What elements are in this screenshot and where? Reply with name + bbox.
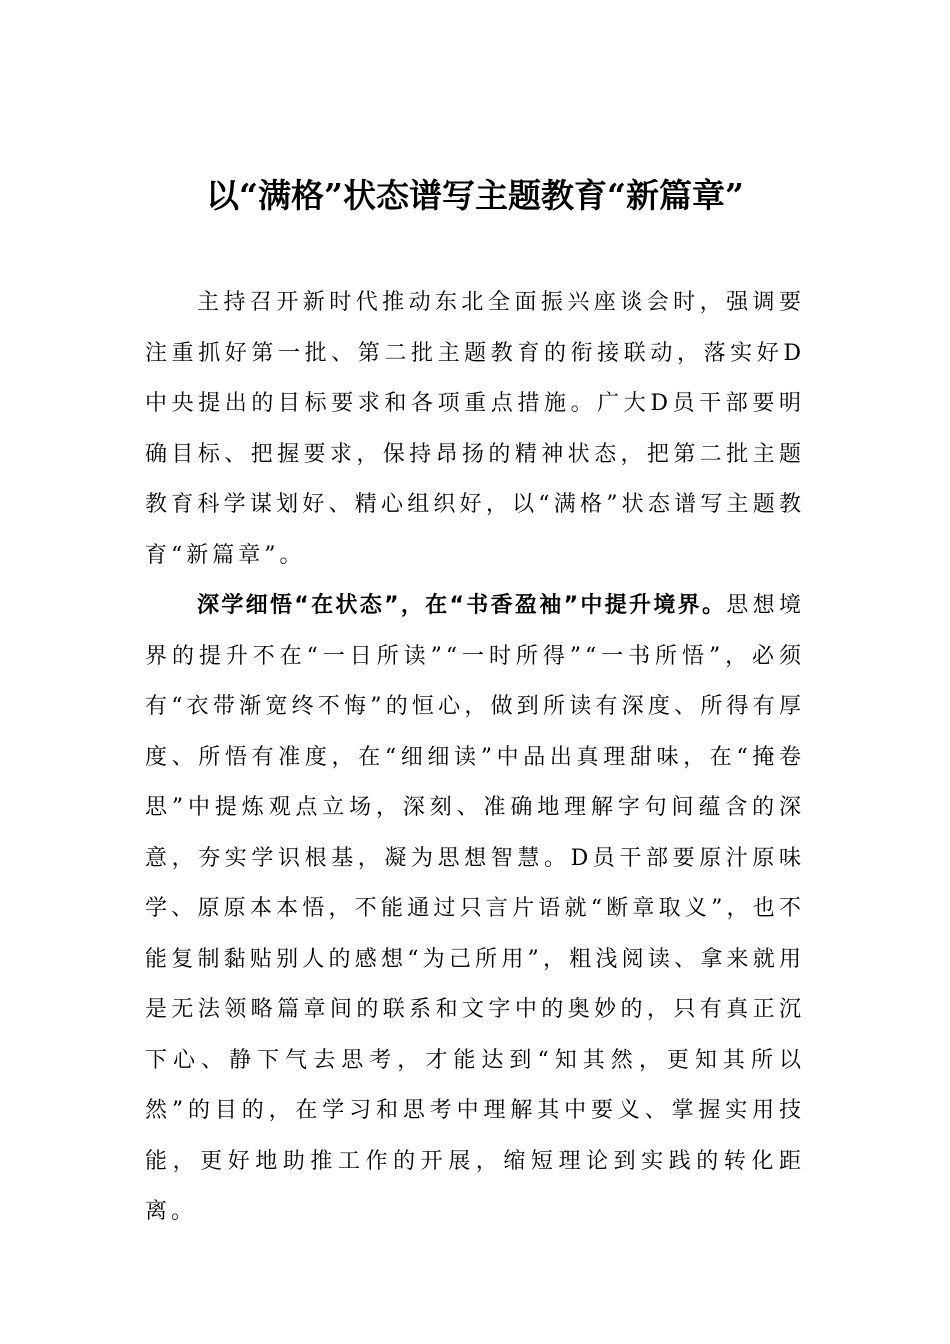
paragraph-study-text: 思想境界的提升不在“一日所读”“一时所得”“一书所悟”，必须有“衣带渐宽终不悔”的恒心，做到所读有深度、所得有厚度、所悟有准度，在“细细读”中品出真理甜味，在“掩卷思”中提炼观点立场，深刻、准确地理解字句间蕴含的深意，夯实学识根基，凝为思想智慧。D员干部要原汁原味学、原原本本悟，不能通过只言片语就“断章取义”，也不能复制黏贴别人的感想“为己所用”，粗浅阅读、拿来就用是无法领略篇章间的联系和文字中的奥妙的，只有真正沉下心、静下气去思考，才能达到“知其然，更知其所以然”的目的，在学习和思考中理解其中要义、掌握实用技能，更好地助推工作的开展，缩短理论到实践的转化距离。 bbox=[145, 593, 805, 1224]
paragraph-study-heading: 深学细悟“在状态”，在“书香盈袖”中提升境界。 bbox=[197, 593, 727, 618]
document-body bbox=[145, 278, 805, 1238]
paragraph-study bbox=[145, 581, 805, 1238]
paragraph-intro bbox=[145, 278, 805, 581]
paragraph-intro-text: 主持召开新时代推动东北全面振兴座谈会时，强调要注重抓好第一批、第二批主题教育的衔接联动，落实好D中央提出的目标要求和各项重点措施。广大D员干部要明确目标、把握要求，保持昂扬的精神状态，把第二批主题教育科学谋划好、精心组织好，以“满格”状态谱写主题教育“新篇章”。 bbox=[145, 290, 805, 568]
document-title: 以“满格”状态谱写主题教育“新篇章” bbox=[206, 176, 744, 215]
